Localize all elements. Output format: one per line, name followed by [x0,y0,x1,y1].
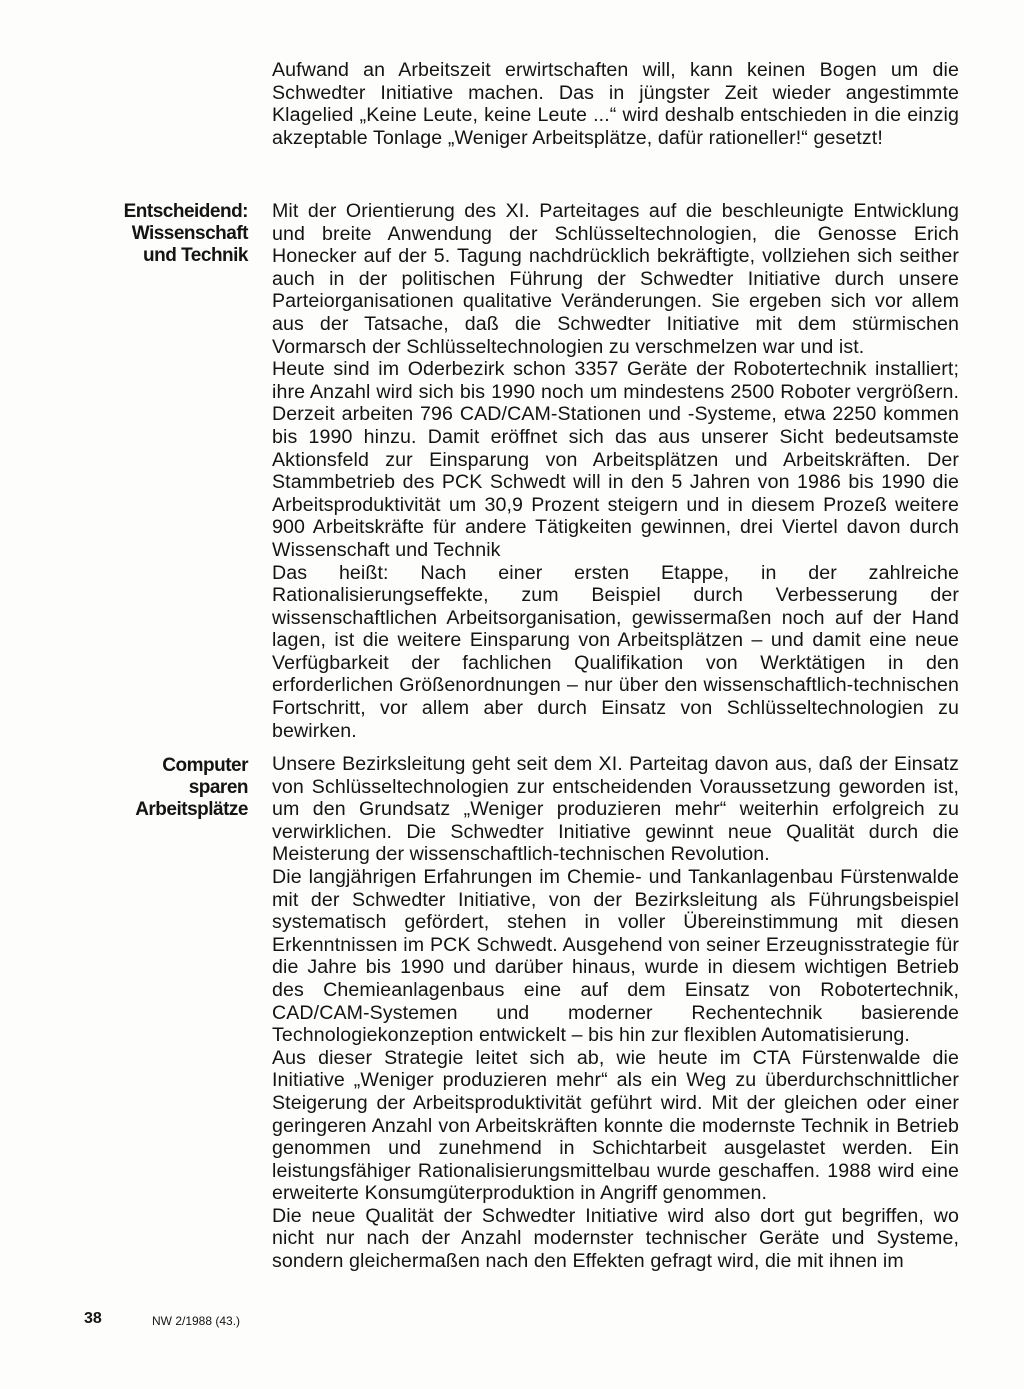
side-heading-science-technology [124,201,248,267]
source-reference: NW 2/1988 (43.) [152,1314,241,1328]
section-1-text-block [272,200,959,742]
side-heading-computers-save-jobs [135,755,248,821]
side-heading-line: und Technik [143,245,248,266]
section-1-paragraph: Heute sind im Oderbezirk schon 3357 Geräte der Robotertechnik installiert; ihre Anzahl wird sich bis 1990 noch um mindestens 2500 Roboter vergrößern. Derzeit arbeiten 796 CAD/CAM-Stationen und -Systeme, etwa 2250 kommen bis 1990 hinzu. Damit eröffnet sich das aus unserer Sicht bedeutsamste Aktionsfeld zur Einsparung von Arbeitsplätzen und Arbeitskräften. Der Stammbetrieb des PCK Schwedt will in den 5 Jahren von 1986 bis 1990 die Arbeitsproduktivität um 30,9 Prozent steigern und in diesem Prozeß weitere 900 Arbeitskräfte für andere Tätigkeiten gewinnen, drei Viertel davon durch Wissenschaft und Technik [272,358,959,561]
side-heading-line: Entscheidend: [123,201,248,222]
section-2-paragraph: Die neue Qualität der Schwedter Initiative wird also dort gut begriffen, wo nicht nur nach der Anzahl modernster technischer Geräte und Systeme, sondern gleichermaßen nach den Effekten gefragt wird, die mit ihnen im [272,1204,959,1273]
section-2-paragraph: Aus dieser Strategie leitet sich ab, wie heute im CTA Fürstenwalde die Initiative „Weniger produzieren mehr“ als ein Weg zu überdurchschnittlicher Steigerung der Arbeitsproduktivität geführt wird. Mit der gleichen oder einer geringeren Anzahl von Arbeitskräften konnte die modernste Technik in Betrieb genommen und zunehmend in Schichtarbeit ausgelastet werden. Ein leistungsfähiger Rationalisierungsmittelbau wurde geschaffen. 1988 wird eine erweiterte Konsumgüterproduktion in Angriff genommen. [272,1046,959,1205]
side-heading-line: Wissenschaft [131,223,248,244]
page-number: 38 [84,1310,102,1327]
side-heading-line: Arbeitsplätze [135,799,248,820]
side-heading-line: sparen [188,777,248,798]
section-1-paragraph: Das heißt: Nach einer ersten Etappe, in der zahlreiche Rationalisierungseffekte, zum Beispiel durch Verbesserung der wissenschaftlichen Arbeitsorganisation, gewissermaßen noch auf der Hand lagen, ist die weitere Einsparung von Arbeitsplätzen – und damit eine neue Verfügbarkeit der fachlichen Qualifikation von Werktätigen in den erforderlichen Größenordnungen – nur über den wissenschaftlich-technischen Fortschritt, vor allem aber durch Einsatz von Schlüsseltechnologien zu bewirken. [272,561,959,742]
side-heading-line: Computer [162,755,248,776]
intro-paragraph: Aufwand an Arbeitszeit erwirtschaften will, kann keinen Bogen um die Schwedter Initiative machen. Das in jüngster Zeit wieder angestimmte Klagelied „Keine Leute, keine Leute ...“ wird deshalb entschieden in die einzig akzeptable Tonlage „Weniger Arbeitsplätze, dafür rationeller!“ gesetzt! [272,59,959,149]
intro-text-block [272,59,959,149]
section-1-paragraph: Mit der Orientierung des XI. Parteitages auf die beschleunigte Entwicklung und breite Anwendung der Schlüsseltechnologien, die Genosse Erich Honecker auf der 5. Tagung nachdrücklich bekräftigte, vollziehen sich seither auch in der politischen Führung der Schwedter Initiative durch unsere Parteiorganisationen qualitative Veränderungen. Sie ergeben sich vor allem aus der Tatsache, daß die Schwedter Initiative mit dem stürmischen Vormarsch der Schlüsseltechnologien zu verschmelzen war und ist. [272,200,959,358]
section-2-text-block [272,753,959,1273]
section-2-paragraph: Die langjährigen Erfahrungen im Chemie- und Tankanlagenbau Fürstenwalde mit der Schwedter Initiative, von der Bezirksleitung als Führungsbeispiel systematisch gefördert, stehen in voller Übereinstimmung mit diesen Erkenntnissen im PCK Schwedt. Ausgehend von seiner Erzeugnisstrategie für die Jahre bis 1990 und darüber hinaus, wurde in diesem wichtigen Betrieb des Chemieanlagenbaus eine auf dem Einsatz von Robotertechnik, CAD/CAM-Systemen und moderner Rechentechnik basierende Technologiekonzeption entwickelt – bis hin zur flexiblen Automatisierung. [272,865,959,1047]
section-2-paragraph: Unsere Bezirksleitung geht seit dem XI. Parteitag davon aus, daß der Einsatz von Schlüsseltechnologien zur entscheidenden Voraussetzung geworden ist, um den Grundsatz „Weniger produzieren mehr“ weiterhin erfolgreich zu verwirklichen. Die Schwedter Initiative gewinnt neue Qualität durch die Meisterung der wissenschaftlich-technischen Revolution. [272,753,959,866]
